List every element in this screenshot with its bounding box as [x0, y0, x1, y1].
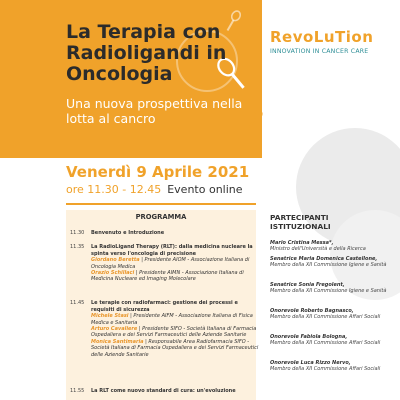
speaker: Michele Stasi | Presidente AIFM - Associazione Italiana di Fisica Medica e Sanitaria	[91, 313, 253, 326]
program-heading: PROGRAMMA	[135, 213, 187, 221]
logo-tagline: INNOVATION IN CANCER CARE	[270, 48, 369, 55]
speaker: Arturo Cavaliere | Presidente SIFO - Società Italiana di Farmacia Ospedaliera e dei Servizi Farmaceutici delle Aziende Sanitarie	[91, 326, 257, 339]
event-time: ore 11.30 - 12.45	[66, 183, 162, 196]
agenda-time: 11.45	[70, 300, 85, 306]
speaker-name: Giordano Beretta	[91, 257, 140, 264]
participant-role: Membro della XII Commissione Affari Sociali	[270, 366, 381, 373]
speaker: Giordano Beretta | Presidente AIOM - Associazione Italiana di Oncologia Medica	[91, 257, 250, 270]
agenda-time: 11.55	[70, 388, 85, 394]
event-title: La Terapia con Radioligandi in Oncologia	[66, 21, 227, 85]
participant	[270, 360, 398, 373]
speaker-role: Presidente SIFO - Società Italiana di Farmacia Ospedaliera e dei Servizi Farmaceutici delle Aziende Sanitarie	[91, 326, 257, 339]
speaker-name: Orazio Schillaci	[91, 270, 135, 276]
event-subtitle: Una nuova prospettiva nella lotta al cancro	[66, 96, 243, 126]
agenda-title: Le terapie con radiofarmaci: gestione dei processi e requisiti di sicurezza	[91, 300, 238, 313]
speaker: Orazio Schillaci | Presidente AIMN - Associazione Italiana di Medicina Nucleare ed Imaging Molecolare	[91, 270, 244, 283]
speaker-role: Responsabile Area Radiofarmacia SIFO - Società Italiana di Farmacia Ospedaliera e dei Servizi Farmaceutici delle Aziende Sanitarie	[91, 338, 259, 358]
participant-name: Mario Cristina Messa*,	[270, 240, 334, 246]
speaker-name: Monica Santimaria	[91, 338, 144, 345]
agenda-title: Benvenuto e Introduzione	[91, 230, 165, 236]
participant-role: Ministro dell'Università e della Ricerca	[270, 246, 366, 253]
revolution-logo	[270, 28, 400, 55]
participant-name: Onorevole Fabiola Bologna,	[270, 334, 348, 340]
participant-name: Senatrice Sonia Fregolent,	[270, 282, 345, 288]
participant-role: Membro della XII Commissione Igiene e Sanità	[270, 288, 387, 295]
speaker-role: Presidente AIMN - Associazione Italiana di Medicina Nucleare ed Imaging Molecolare	[91, 270, 244, 283]
speaker-role: Presidente AIOM - Associazione Italiana di Oncologia Medica	[91, 257, 250, 270]
participant-name: Onorevole Luca Rizzo Nervo,	[270, 360, 351, 366]
agenda-title: La RadioLigand Therapy (RLT): dalla medicina nucleare la spinta verso l'oncologia di precisione	[91, 244, 253, 257]
participant-role: Membro della XII Commissione Igiene e Sanità	[270, 262, 387, 269]
participant	[270, 282, 398, 295]
speaker: Monica Santimaria | Responsabile Area Radiofarmacia SIFO - Società Italiana di Farmacia Ospedaliera e dei Servizi Farmaceutici delle Aziende Sanitarie	[91, 338, 259, 358]
participant	[270, 308, 398, 321]
participant-name: Senatrice Maria Domenica Castellone,	[270, 256, 378, 262]
participant-role: Membro della XII Commissione Affari Sociali	[270, 314, 381, 321]
speaker-role: Presidente AIFM - Associazione Italiana di Fisica Medica e Sanitaria	[91, 313, 253, 326]
event-time-line	[66, 183, 243, 196]
speaker-name: Michele Stasi	[91, 313, 129, 320]
participant	[270, 256, 398, 269]
agenda-time: 11.30	[70, 230, 85, 236]
separator-line	[66, 203, 256, 205]
agenda-title: La RLT come nuovo standard di cura: un'evoluzione	[91, 388, 236, 394]
agenda-time: 11.35	[70, 244, 85, 250]
participant	[270, 334, 398, 347]
participant	[270, 240, 398, 253]
participant-role: Membro della XII Commissione Affari Sociali	[270, 340, 381, 347]
participants-heading: PARTECIPANTI ISTITUZIONALI	[270, 213, 331, 231]
event-date: Venerdì 9 Aprile 2021	[66, 163, 250, 181]
logo-name: RevoLuTion	[270, 28, 374, 46]
speaker-name: Arturo Cavaliere	[91, 326, 138, 332]
event-mode: Evento online	[167, 183, 243, 196]
participant-name: Onorevole Roberto Bagnasco,	[270, 308, 354, 314]
